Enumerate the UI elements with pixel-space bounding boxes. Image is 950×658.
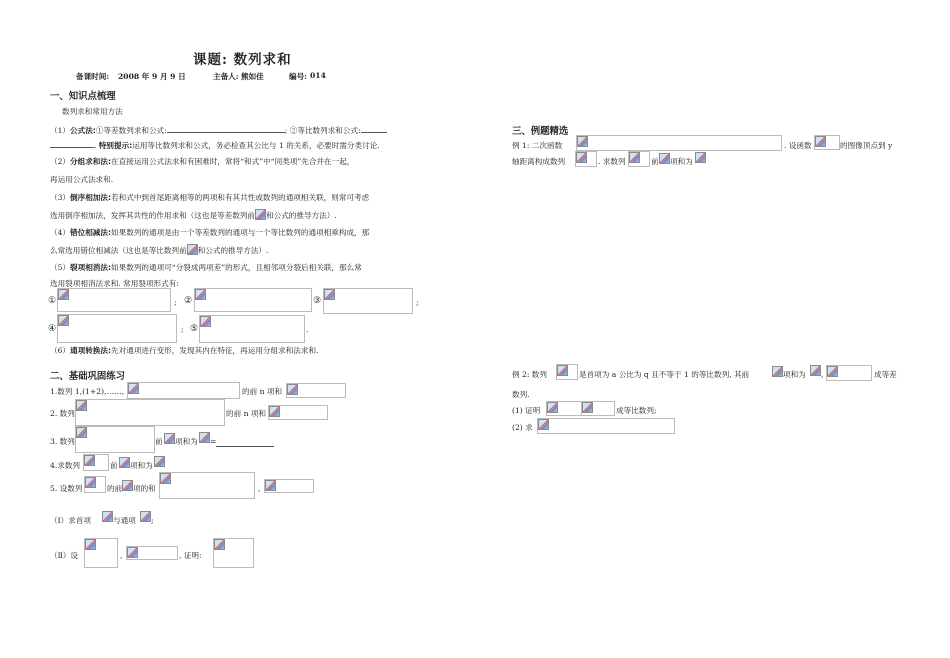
formula-image-icon — [214, 539, 225, 550]
formula-image-icon — [815, 136, 826, 147]
q2-text-b: 的前 n 项和 — [226, 409, 267, 418]
number-label: 编号: — [289, 72, 307, 81]
split-form-3-box — [323, 288, 413, 314]
formula-image-icon — [772, 366, 783, 377]
formula-image-icon — [160, 473, 171, 484]
formula-image-icon — [154, 456, 165, 467]
section1-subheading: 数列求和常用方法 — [62, 107, 123, 116]
q3-text-c: 项和为 — [175, 437, 198, 446]
method5-prefix: （5） — [50, 263, 71, 272]
method3-text2a: 选用倒序相加法，发挥其共性的作用求和（这也是等差数列前 — [50, 211, 256, 220]
ex1-text-a: 例 1: 二次函数 — [512, 141, 563, 150]
q4-text-b: 前 — [110, 461, 118, 470]
method4-text1: 如果数列的通项是由一个等差数列的通项与一个等比数列的通项相乘构成，那 — [111, 228, 370, 237]
method2-prefix: （2） — [50, 157, 71, 166]
ex1-text-d: 轴距离构成数列 — [512, 157, 566, 166]
ex1-text-f: 前 — [651, 157, 659, 166]
method5-name: 裂项相消法: — [70, 263, 112, 272]
split-form-5-end: . — [306, 325, 309, 334]
method2-text1: 在直接运用公式法求和有困难时，常将“和式”中“同类项”先合并在一起， — [111, 157, 355, 166]
formula-image-icon — [187, 244, 198, 255]
formula-image-icon — [265, 480, 276, 491]
formula-image-icon — [255, 209, 266, 220]
method1-line2 — [50, 139, 380, 151]
split-form-3-sep: ; — [416, 298, 419, 307]
q1-text-a: 1.数列 1,(1+2),……, — [50, 387, 125, 396]
ex2-text-c: 项和为 — [783, 370, 806, 379]
formula-image-icon — [200, 316, 211, 327]
formula-image-icon — [557, 365, 568, 376]
ex1-text-c: 的图像顶点到 y — [840, 141, 893, 150]
split-form-5-label: ⑤ — [190, 324, 199, 334]
q1-formula-box — [127, 382, 240, 399]
formula-image-icon — [128, 383, 139, 394]
method1-text-c: . — [94, 141, 99, 150]
ex2-text-e: 成等差 — [874, 370, 897, 379]
q4-text-a: 4.求数列 — [50, 461, 81, 470]
formula-image-icon — [85, 539, 96, 550]
split-form-1-label: ① — [48, 296, 57, 306]
q5-part1-text-c: ; — [151, 516, 154, 525]
method4-line1 — [50, 227, 369, 238]
split-form-1-sep: ; — [174, 298, 177, 307]
q5-text-b: 的前 — [107, 484, 123, 493]
formula-image-icon — [582, 402, 593, 413]
formula-image-icon — [58, 289, 69, 300]
q5-text-d: , — [258, 484, 261, 493]
formula-image-icon — [538, 419, 549, 430]
formula-image-icon — [547, 402, 558, 413]
ex1-text-g: 项和为 — [670, 157, 693, 166]
q3-text-b: 前 — [155, 437, 163, 446]
method4-text2a: 么常选用错位相减法（这也是等比数列前 — [50, 246, 187, 255]
q2-text-a: 2. 数列 — [50, 409, 75, 418]
geo-sum-blank-1[interactable] — [361, 124, 387, 133]
formula-image-icon — [695, 152, 706, 163]
method1-name: 公式法: — [70, 126, 96, 135]
formula-image-icon — [127, 547, 138, 558]
author-label: 主备人: — [213, 72, 239, 81]
method4-prefix: （4） — [50, 228, 71, 237]
ex2-text-b: 是首项为 a 公比为 q 且不等于 1 的等比数列, 其前 — [579, 370, 750, 379]
split-form-3-label: ③ — [313, 296, 322, 306]
formula-image-icon — [195, 289, 206, 300]
method1-text-a: ①等差数列求和公式: — [95, 126, 167, 135]
formula-image-icon — [58, 315, 69, 326]
ex2-part2-text-a: (2) 求 — [512, 423, 533, 432]
ex2-part1-text-b: 成等比数列; — [616, 406, 657, 415]
method5-text1: 如果数列的通项可“分裂成两项差”的形式，且相邻项分裂后相关联，那么常 — [111, 263, 362, 272]
arith-sum-blank[interactable] — [167, 124, 285, 133]
formula-image-icon — [659, 153, 670, 164]
ex2-text-f: 数列. — [512, 390, 530, 399]
ex2-part2-box — [537, 418, 675, 434]
split-form-1-box — [57, 288, 171, 312]
formula-image-icon — [76, 400, 87, 411]
method3-line1 — [50, 192, 369, 203]
formula-image-icon — [102, 511, 113, 522]
author-value: 熊如佳 — [241, 72, 264, 81]
ex2-part1-text-a: (1) 证明 — [512, 406, 541, 415]
formula-image-icon — [199, 432, 210, 443]
formula-image-icon — [827, 366, 838, 377]
method5-line1 — [50, 262, 362, 273]
method2-text2: 再运用公式法求和. — [50, 175, 114, 184]
date-value: 2008 年 9 月 9 日 — [118, 72, 186, 81]
q3-formula-box — [75, 426, 155, 453]
ex2-text-a: 例 2: 数列 — [512, 370, 547, 379]
ex1-function-box — [576, 135, 782, 151]
q3-text-d: = — [210, 437, 217, 446]
formula-image-icon — [119, 457, 130, 468]
q2-formula-box — [75, 399, 225, 426]
q5-text-c: 项的和 — [133, 484, 156, 493]
q5-part2-text-b: , — [120, 551, 123, 560]
formula-image-icon — [164, 433, 175, 444]
section1-heading: 一、知识点梳理 — [50, 91, 116, 102]
method6-text: 先对通项进行变形，发现其内在特征，再运用分组求和法求和. — [111, 346, 319, 355]
method6-prefix: （6） — [50, 346, 71, 355]
q1-text-b: 的前 n 项和 — [242, 387, 283, 396]
q5-part2-text-c: , 证明: — [179, 551, 202, 560]
q5-part1-text-a: （Ⅰ）求首项 — [50, 516, 91, 525]
method2-line1 — [50, 156, 354, 167]
ex2-text-d: , — [821, 370, 824, 379]
split-form-5-box — [199, 315, 305, 343]
q5-part2-text-a: （Ⅱ）设 — [50, 551, 78, 560]
method1-hint: 特别提示: — [98, 141, 133, 150]
split-form-4-sep: ; — [181, 325, 184, 334]
page-title: 课题: 数列求和 — [193, 52, 292, 68]
ex1-text-e: . 求数列 — [598, 157, 626, 166]
q3-answer-blank[interactable] — [216, 436, 274, 447]
method1-line1 — [50, 124, 387, 136]
q3-text-a: 3. 数列 — [50, 437, 75, 446]
method1-text-b: ; ②等比数列求和公式: — [284, 126, 361, 135]
formula-image-icon — [84, 455, 95, 466]
method3-text2b: 和公式的推导方法）. — [266, 211, 337, 220]
formula-image-icon — [576, 152, 587, 163]
method4-text2b: 和公式的推导方法）. — [197, 246, 269, 255]
method3-prefix: （3） — [50, 193, 71, 202]
q5-text-a: 5. 设数列 — [50, 484, 83, 493]
formula-image-icon — [324, 289, 335, 300]
ex1-text-b: . 设函数 — [784, 141, 812, 150]
q5-sum-formula-box — [159, 472, 255, 499]
split-form-2-box — [194, 288, 312, 312]
formula-image-icon — [810, 365, 821, 376]
section2-heading: 二、基础巩固练习 — [50, 371, 126, 382]
section3-heading: 三、例题精选 — [512, 126, 569, 137]
method1-prefix: （1） — [50, 126, 71, 135]
method6-name: 通项转换法: — [70, 346, 112, 355]
formula-image-icon — [122, 480, 133, 491]
method3-name: 倒序相加法: — [70, 193, 112, 202]
formula-image-icon — [577, 136, 588, 147]
method1-hint-text: 运用等比数列求和公式，务必检查其公比与 1 的关系，必要时需分类讨论. — [132, 141, 380, 150]
formula-image-icon — [629, 152, 640, 163]
formula-image-icon — [140, 511, 151, 522]
method5-text2: 选用裂项相消法求和. 常用裂项形式有: — [50, 279, 179, 288]
number-value: 014 — [310, 71, 326, 80]
method3-text1: 若和式中到首尾距离相等的两项和有其共性或数列的通项相关联，则常可考虑 — [111, 193, 370, 202]
split-form-4-box — [57, 314, 177, 343]
formula-image-icon — [76, 427, 87, 438]
split-form-4-label: ④ — [48, 324, 57, 334]
formula-image-icon — [269, 406, 280, 417]
method3-line2 — [50, 209, 337, 221]
date-label: 备课时间: — [76, 72, 110, 81]
formula-image-icon — [287, 384, 298, 395]
split-form-2-label: ② — [184, 296, 193, 306]
q5-part1-text-b: 与通项 — [113, 516, 136, 525]
method4-name: 错位相减法: — [70, 228, 112, 237]
method2-name: 分组求和法: — [70, 157, 112, 166]
geo-sum-blank-2[interactable] — [50, 139, 94, 148]
method4-line2 — [50, 244, 268, 256]
method6-line — [50, 345, 319, 356]
q4-text-c: 项和为 — [130, 461, 153, 470]
formula-image-icon — [85, 477, 96, 488]
